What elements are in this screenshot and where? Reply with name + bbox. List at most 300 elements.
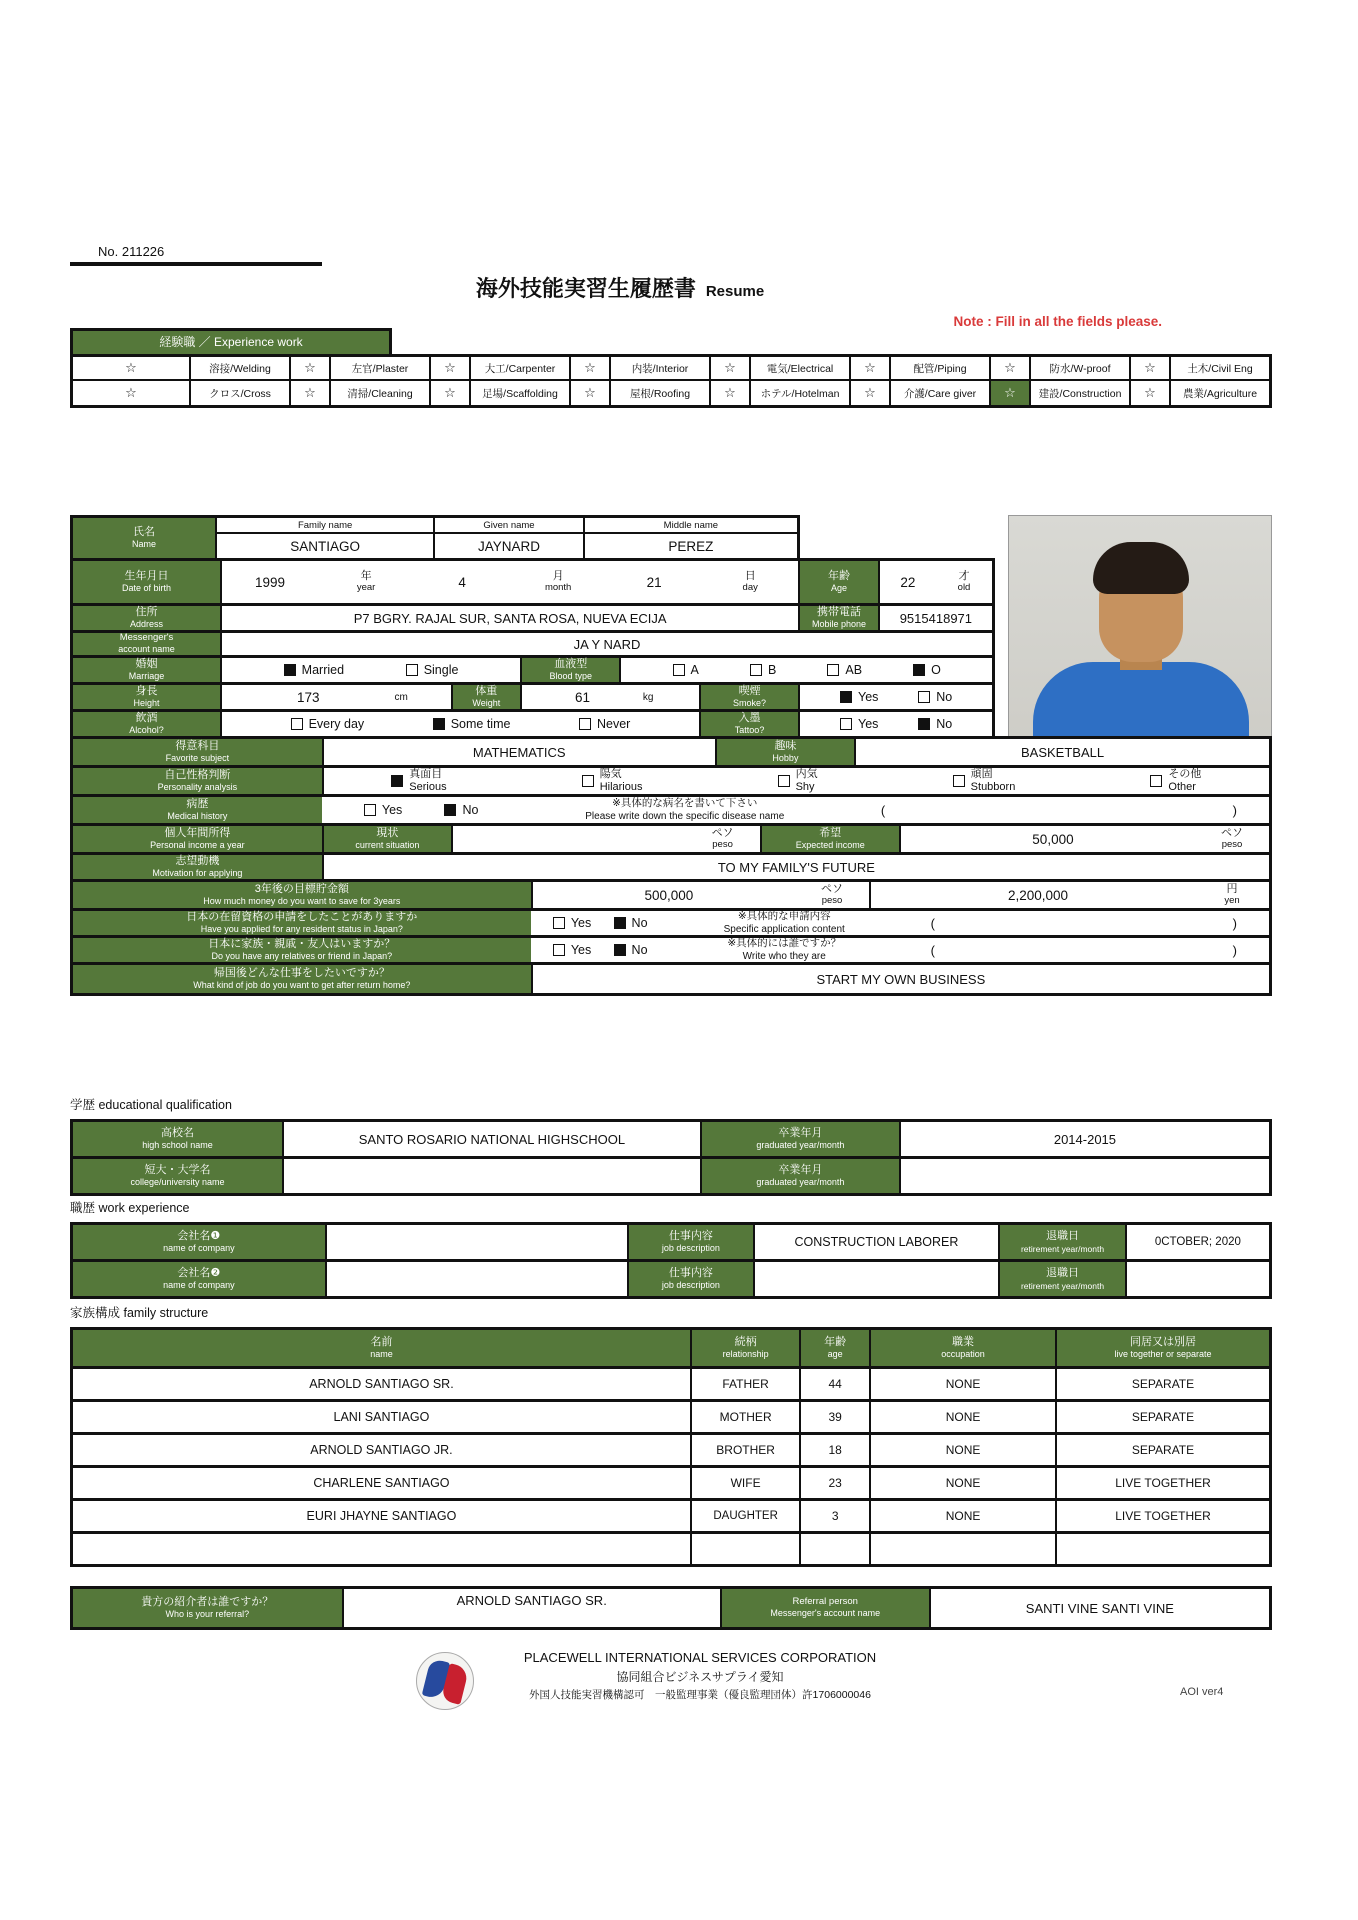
savings-yen-cell <box>869 882 1269 908</box>
paren-open: ( <box>880 802 886 818</box>
family-member-relationship: WIFE <box>690 1468 799 1498</box>
paren-close: ) <box>1232 915 1237 931</box>
family-header-live-en: live together or separate <box>1114 1349 1212 1360</box>
income-expected-label <box>760 826 899 852</box>
experience-category-scaffolding: 足場/Scaffolding <box>471 381 571 405</box>
yen-unit-jp: 円 <box>1226 883 1238 896</box>
family-member-live: SEPARATE <box>1055 1402 1269 1432</box>
experience-category-welding: 溶接/Welding <box>191 357 291 381</box>
star-icon-construction-highlighted: ☆ <box>991 381 1031 405</box>
age-unit-en: old <box>957 581 971 593</box>
option-sometime <box>433 717 511 731</box>
star-icon: ☆ <box>991 357 1031 381</box>
checkbox-serious <box>391 775 403 787</box>
savings-peso-value: 500,000 <box>644 887 694 903</box>
height-value: 173 <box>297 689 320 705</box>
motivation-label-jp: 志望動機 <box>175 854 220 867</box>
option-never <box>579 717 630 731</box>
month-unit-en: month <box>544 581 572 593</box>
option-smoke-yes <box>840 690 878 704</box>
option-single-label: Single <box>423 663 459 677</box>
company1-value <box>325 1225 627 1259</box>
yen-unit-en: yen <box>1224 894 1240 906</box>
hobby-label <box>715 739 854 765</box>
family-member-occupation: NONE <box>869 1402 1055 1432</box>
footer-organization: 協同組合ビジネスサプライ愛知 <box>616 1670 784 1685</box>
company2-label <box>73 1262 325 1296</box>
option-blood-a <box>673 663 699 677</box>
income-label-jp: 個人年間所得 <box>164 826 231 839</box>
tattoo-label <box>699 712 798 736</box>
family-member-live: SEPARATE <box>1055 1369 1269 1399</box>
motivation-label <box>73 855 322 879</box>
medical-history-label <box>73 797 322 823</box>
tattoo-label-jp: 入墨 <box>738 711 761 724</box>
company1-label-jp: 会社名❶ <box>177 1229 221 1242</box>
option-sometime-label: Some time <box>450 717 511 731</box>
alcohol-label-en: Alcohol? <box>129 725 164 736</box>
birth-month-unit <box>510 561 606 603</box>
family-member-occupation: NONE <box>869 1435 1055 1465</box>
family-header-live <box>1055 1330 1269 1366</box>
favorite-subject-label-jp: 得意科目 <box>175 739 220 752</box>
relatives-paren-cell <box>899 938 1269 962</box>
referral-label <box>73 1589 342 1627</box>
family-member-age: 44 <box>799 1369 869 1399</box>
experience-category-civileng: 土木/Civil Eng <box>1171 357 1269 381</box>
hobby-label-en: Hobby <box>772 753 799 764</box>
referral-account-label-l1: Referral person <box>792 1596 858 1608</box>
checkbox-never <box>579 718 591 730</box>
highschool-grad-label-jp: 卒業年月 <box>778 1126 823 1139</box>
year-unit-en: year <box>356 581 376 593</box>
company2-label-en: name of company <box>163 1280 235 1291</box>
motivation-value: TO MY FAMILY'S FUTURE <box>322 855 1269 879</box>
peso-unit <box>1205 827 1259 851</box>
star-icon: ☆ <box>571 357 611 381</box>
experience-category-electrical: 電気/Electrical <box>751 357 851 381</box>
savings-label <box>73 882 531 908</box>
option-serious-jp: 真面目 <box>409 768 443 781</box>
peso-unit <box>805 883 859 907</box>
medical-label-jp: 病歴 <box>186 797 209 810</box>
college-label <box>73 1159 282 1193</box>
relatives-note-jp: ※具体的には誰ですか？ <box>727 936 842 949</box>
middle-name-header: Middle name <box>583 518 797 532</box>
family-member-age: 3 <box>799 1501 869 1531</box>
option-everyday-label: Every day <box>308 717 365 731</box>
weight-value: 61 <box>574 689 590 705</box>
alcohol-label <box>73 712 220 736</box>
relatives-options <box>531 938 670 962</box>
address-value: P7 BGRY. RAJAL SUR, SANTA ROSA, NUEVA ECIJA <box>220 606 798 630</box>
savings-row <box>70 879 1272 911</box>
name-label <box>73 518 215 558</box>
medical-paren-cell <box>849 797 1269 823</box>
messenger-value: JA Y NARD <box>220 633 992 655</box>
checkbox-blood-o <box>913 664 925 676</box>
option-blood-o <box>913 663 941 677</box>
family-member-age: 23 <box>799 1468 869 1498</box>
education-section-title: 学歴 educational qualification <box>70 1098 232 1112</box>
income-expected-value: 50,000 <box>1032 831 1074 847</box>
tattoo-label-en: Tattoo? <box>734 725 765 736</box>
option-married <box>284 663 344 677</box>
star-icon: ☆ <box>711 357 751 381</box>
family-header-age <box>799 1330 869 1366</box>
personality-label-jp: 自己性格判断 <box>164 768 231 781</box>
checkbox-relatives-no <box>614 944 626 956</box>
option-blood-b <box>750 663 776 677</box>
family-header-occupation <box>869 1330 1055 1366</box>
checkbox-tattoo-yes <box>840 718 852 730</box>
option-blood-ab <box>827 663 862 677</box>
income-label <box>73 826 322 852</box>
checkbox-blood-b <box>750 664 762 676</box>
job1-label-en: job description <box>661 1243 720 1254</box>
hobby-label-jp: 趣味 <box>774 739 797 752</box>
peso-unit-en: peso <box>1221 838 1243 850</box>
age-label-en: Age <box>830 583 847 594</box>
weight-label-en: Weight <box>472 698 501 709</box>
relatives-label-jp: 日本に家族・親戚・友人はいますか？ <box>208 937 396 950</box>
experience-category-cleaning: 清掃/Cleaning <box>331 381 431 405</box>
income-current-label-jp: 現状 <box>376 826 399 839</box>
experience-work-table <box>70 354 1272 408</box>
birth-month-value: 4 <box>458 574 466 590</box>
option-shy-jp: 内気 <box>795 768 818 781</box>
option-hilarious-jp: 陽気 <box>599 768 622 781</box>
return-job-label-en: What kind of job do you want to get after return home? <box>193 980 411 991</box>
income-current-label-en: current situation <box>355 840 420 851</box>
medical-options <box>322 797 521 823</box>
company1-label <box>73 1225 325 1259</box>
document-number: No. 211226 <box>70 244 322 266</box>
family-name-value: SANTIAGO <box>290 538 360 554</box>
family-header-name <box>73 1330 690 1366</box>
retire1-value: 0CTOBER; 2020 <box>1125 1225 1269 1259</box>
favorite-subject-label-en: Favorite subject <box>165 753 230 764</box>
family-header-age-jp: 年齢 <box>824 1335 847 1348</box>
checkbox-smoke-no <box>918 691 930 703</box>
option-hilarious-en: Hilarious <box>599 781 643 793</box>
family-member-occupation: NONE <box>869 1468 1055 1498</box>
retire1-label <box>998 1225 1124 1259</box>
paren-close: ) <box>1232 802 1238 818</box>
option-relatives-no-label: No <box>631 943 648 957</box>
family-member-live: LIVE TOGETHER <box>1055 1501 1269 1531</box>
age-value-cell <box>878 561 992 603</box>
hobby-value: BASKETBALL <box>854 739 1269 765</box>
peso-unit <box>696 827 750 851</box>
option-tattoo-no <box>918 717 952 731</box>
medical-label-en: Medical history <box>167 811 228 822</box>
checkbox-tattoo-no <box>918 718 930 730</box>
job2-value <box>753 1262 999 1296</box>
weight-label-jp: 体重 <box>475 684 498 697</box>
messenger-row <box>70 630 995 658</box>
smoke-options <box>798 685 992 709</box>
checkbox-shy <box>778 775 790 787</box>
middle-name-value: PEREZ <box>583 534 797 558</box>
highschool-label <box>73 1122 282 1156</box>
highschool-label-jp: 高校名 <box>160 1126 194 1139</box>
job1-value: CONSTRUCTION LABORER <box>753 1225 999 1259</box>
option-blood-a-label: A <box>690 663 699 677</box>
weight-unit: kg <box>642 691 654 703</box>
job2-label-jp: 仕事内容 <box>668 1266 713 1279</box>
company1-label-en: name of company <box>163 1243 235 1254</box>
job2-label <box>627 1262 752 1296</box>
marriage-row <box>70 655 995 685</box>
referral-account-label-l2: Messenger's account name <box>770 1608 881 1619</box>
option-relatives-yes <box>553 943 591 957</box>
option-blood-ab-label: AB <box>845 663 863 677</box>
option-other-jp: その他 <box>1168 768 1202 781</box>
height-label-en: Height <box>133 698 160 709</box>
savings-label-en: How much money do you want to save for 3years <box>203 896 401 907</box>
college-grad-label <box>700 1159 899 1193</box>
age-unit-jp: 才 <box>958 570 970 583</box>
blood-type-label <box>520 658 619 682</box>
mobile-phone-value: 9515418971 <box>878 606 992 630</box>
family-header-row <box>70 1327 1272 1369</box>
option-serious <box>391 768 446 793</box>
experience-category-plaster: 左官/Plaster <box>331 357 431 381</box>
experience-category-carpenter: 大工/Carpenter <box>471 357 571 381</box>
given-name-value: JAYNARD <box>433 534 582 558</box>
motivation-label-en: Motivation for applying <box>152 868 243 879</box>
birth-year-value: 1999 <box>255 574 286 590</box>
experience-category-interior: 内装/Interior <box>611 357 711 381</box>
relatives-label-en: Do you have any relatives or friend in Japan? <box>211 951 393 962</box>
peso-unit-jp: ペソ <box>1221 827 1244 840</box>
resident-note-en: Specific application content <box>723 924 845 936</box>
alcohol-options <box>220 712 699 736</box>
family-header-live-jp: 同居又は別居 <box>1130 1335 1197 1348</box>
address-label <box>73 606 220 630</box>
family-member-live <box>1055 1534 1269 1564</box>
income-current-label <box>322 826 451 852</box>
age-label-jp: 年齢 <box>827 569 850 582</box>
smoke-label-jp: 喫煙 <box>738 684 761 697</box>
income-current-cell <box>451 826 759 852</box>
day-unit-en: day <box>742 581 758 593</box>
option-smoke-no-label: No <box>936 690 953 704</box>
option-shy <box>778 768 818 793</box>
option-relatives-yes-label: Yes <box>570 943 592 957</box>
checkbox-hilarious <box>582 775 594 787</box>
peso-unit-jp: ペソ <box>821 883 844 896</box>
family-member-age: 39 <box>799 1402 869 1432</box>
experience-category-cross: クロス/Cross <box>191 381 291 405</box>
birth-row <box>70 558 995 606</box>
income-expected-label-jp: 希望 <box>819 826 842 839</box>
option-blood-b-label: B <box>767 663 777 677</box>
family-header-rel-jp: 続柄 <box>734 1335 757 1348</box>
checkbox-blood-ab <box>827 664 839 676</box>
checkbox-other <box>1150 775 1162 787</box>
referral-section <box>70 1586 1272 1630</box>
marriage-options <box>220 658 520 682</box>
resident-note-jp: ※具体的な申請内容 <box>737 909 831 922</box>
family-member-relationship: FATHER <box>690 1369 799 1399</box>
footer-license: 外国人技能実習機構認可 一般監理事業（優良監理団体）許1706000046 <box>529 1688 871 1701</box>
personality-label-en: Personality analysis <box>157 782 238 793</box>
family-member-relationship: BROTHER <box>690 1435 799 1465</box>
college-value <box>282 1159 700 1193</box>
education-section <box>70 1095 1272 1196</box>
option-single <box>406 663 459 677</box>
personality-options <box>322 768 1269 794</box>
star-icon: ☆ <box>1131 381 1171 405</box>
mobile-phone-label-jp: 携帯電話 <box>816 605 861 618</box>
year-unit-jp: 年 <box>360 570 372 583</box>
checkbox-sometime <box>433 718 445 730</box>
marriage-label <box>73 658 220 682</box>
option-medical-yes-label: Yes <box>381 803 403 817</box>
option-medical-no-label: No <box>462 803 479 817</box>
experience-category-piping: 配管/Piping <box>891 357 991 381</box>
highschool-label-en: high school name <box>142 1140 213 1151</box>
experience-category-construction: 建設/Construction <box>1031 381 1131 405</box>
checkbox-medical-yes <box>364 804 376 816</box>
height-unit: cm <box>394 691 408 703</box>
family-row-3 <box>70 1432 1272 1468</box>
birth-label-en: Date of birth <box>122 583 172 594</box>
job1-label-jp: 仕事内容 <box>668 1229 713 1242</box>
option-tattoo-yes <box>840 717 878 731</box>
option-never-label: Never <box>596 717 631 731</box>
option-shy-en: Shy <box>795 781 815 793</box>
paren-open: ( <box>930 942 935 958</box>
college-label-en: college/university name <box>130 1177 225 1188</box>
work-row-1 <box>70 1222 1272 1262</box>
footer-text <box>360 1648 1040 1703</box>
medical-note-jp: ※具体的な病名を書いて下さい <box>612 796 758 809</box>
age-unit <box>936 570 992 594</box>
checkbox-resident-no <box>614 917 626 929</box>
work-section-title: 職歴 work experience <box>70 1201 190 1215</box>
peso-unit-en: peso <box>712 838 733 850</box>
family-row-4 <box>70 1465 1272 1501</box>
experience-category-wproof: 防水/W-proof <box>1031 357 1131 381</box>
weight-value-cell <box>520 685 699 709</box>
option-resident-no-label: No <box>631 916 648 930</box>
smoke-label <box>699 685 798 709</box>
personality-row <box>70 765 1272 797</box>
savings-peso-cell <box>531 882 869 908</box>
star-icon: ☆ <box>711 381 751 405</box>
paren-open: ( <box>930 915 935 931</box>
option-resident-no <box>614 916 648 930</box>
checkbox-blood-a <box>673 664 685 676</box>
checkbox-married <box>284 664 296 676</box>
star-icon: ☆ <box>73 381 191 405</box>
education-row-college <box>70 1156 1272 1196</box>
experience-category-hotelman: ホテル/Hotelman <box>751 381 851 405</box>
resident-label <box>73 911 531 935</box>
height-label-jp: 身長 <box>135 684 158 697</box>
medical-history-row <box>70 794 1272 826</box>
name-label-jp: 氏名 <box>133 525 155 538</box>
star-icon: ☆ <box>431 381 471 405</box>
return-job-row <box>70 962 1272 996</box>
smoke-label-en: Smoke? <box>733 698 767 709</box>
age-label <box>798 561 877 603</box>
height-value-cell <box>220 685 450 709</box>
referral-account-label <box>720 1589 929 1627</box>
option-other <box>1150 768 1201 793</box>
option-medical-yes <box>364 803 402 817</box>
checkbox-everyday <box>291 718 303 730</box>
option-smoke-yes-label: Yes <box>858 690 879 704</box>
page-title-jp: 海外技能実習生履歴書 <box>475 276 696 301</box>
family-member-relationship: MOTHER <box>690 1402 799 1432</box>
income-row <box>70 823 1272 855</box>
savings-yen-value: 2,200,000 <box>1007 887 1069 903</box>
retire2-value <box>1125 1262 1269 1296</box>
family-member-name: ARNOLD SANTIAGO SR. <box>309 1377 454 1391</box>
family-member-live: LIVE TOGETHER <box>1055 1468 1269 1498</box>
option-smoke-no <box>918 690 952 704</box>
option-everyday <box>291 717 365 731</box>
marriage-label-en: Marriage <box>128 671 165 682</box>
family-section-title: 家族構成 family structure <box>70 1306 209 1320</box>
option-stubborn-en: Stubborn <box>970 781 1016 793</box>
favorite-subject-label <box>73 739 322 765</box>
income-expected-label-en: Expected income <box>795 840 865 851</box>
birth-year-unit <box>318 561 414 603</box>
tattoo-options <box>798 712 992 736</box>
job1-label <box>627 1225 752 1259</box>
age-value: 22 <box>900 574 916 590</box>
college-grad-label-jp: 卒業年月 <box>778 1163 823 1176</box>
messenger-label-l2: account name <box>118 644 175 655</box>
birth-day-value: 21 <box>646 574 662 590</box>
birth-date <box>220 561 798 603</box>
family-member-name: CHARLENE SANTIAGO <box>313 1476 450 1490</box>
family-member-live: SEPARATE <box>1055 1435 1269 1465</box>
return-job-label <box>73 965 531 993</box>
highschool-grad-label-en: graduated year/month <box>756 1140 845 1151</box>
option-serious-en: Serious <box>409 781 447 793</box>
blood-type-options <box>619 658 992 682</box>
family-structure-section <box>70 1303 1272 1567</box>
family-member-name: ARNOLD SANTIAGO JR. <box>310 1443 453 1457</box>
option-married-label: Married <box>301 663 345 677</box>
family-member-name <box>73 1534 690 1564</box>
medical-note <box>521 797 849 823</box>
highschool-value: SANTO ROSARIO NATIONAL HIGHSCHOOL <box>282 1122 700 1156</box>
address-label-jp: 住所 <box>135 605 158 618</box>
motivation-row <box>70 852 1272 882</box>
company2-label-jp: 会社名❷ <box>177 1266 221 1279</box>
referral-label-jp: 貴方の紹介者は誰ですか？ <box>141 1595 274 1608</box>
footer-company-name: PLACEWELL INTERNATIONAL SERVICES CORPORATION <box>523 1650 877 1665</box>
mobile-phone-label-en: Mobile phone <box>811 619 867 630</box>
highschool-grad-value: 2014-2015 <box>899 1122 1269 1156</box>
peso-unit-en: peso <box>821 894 843 906</box>
checkbox-stubborn <box>953 775 965 787</box>
name-fields <box>215 518 797 558</box>
personality-label <box>73 768 322 794</box>
savings-label-jp: 3年後の目標貯金額 <box>254 882 349 895</box>
retire2-label-en: retirement year/month <box>1020 1280 1105 1291</box>
relatives-note-en: Write who they are <box>742 951 826 963</box>
given-name-header: Given name <box>433 518 582 532</box>
option-stubborn <box>953 768 1016 793</box>
